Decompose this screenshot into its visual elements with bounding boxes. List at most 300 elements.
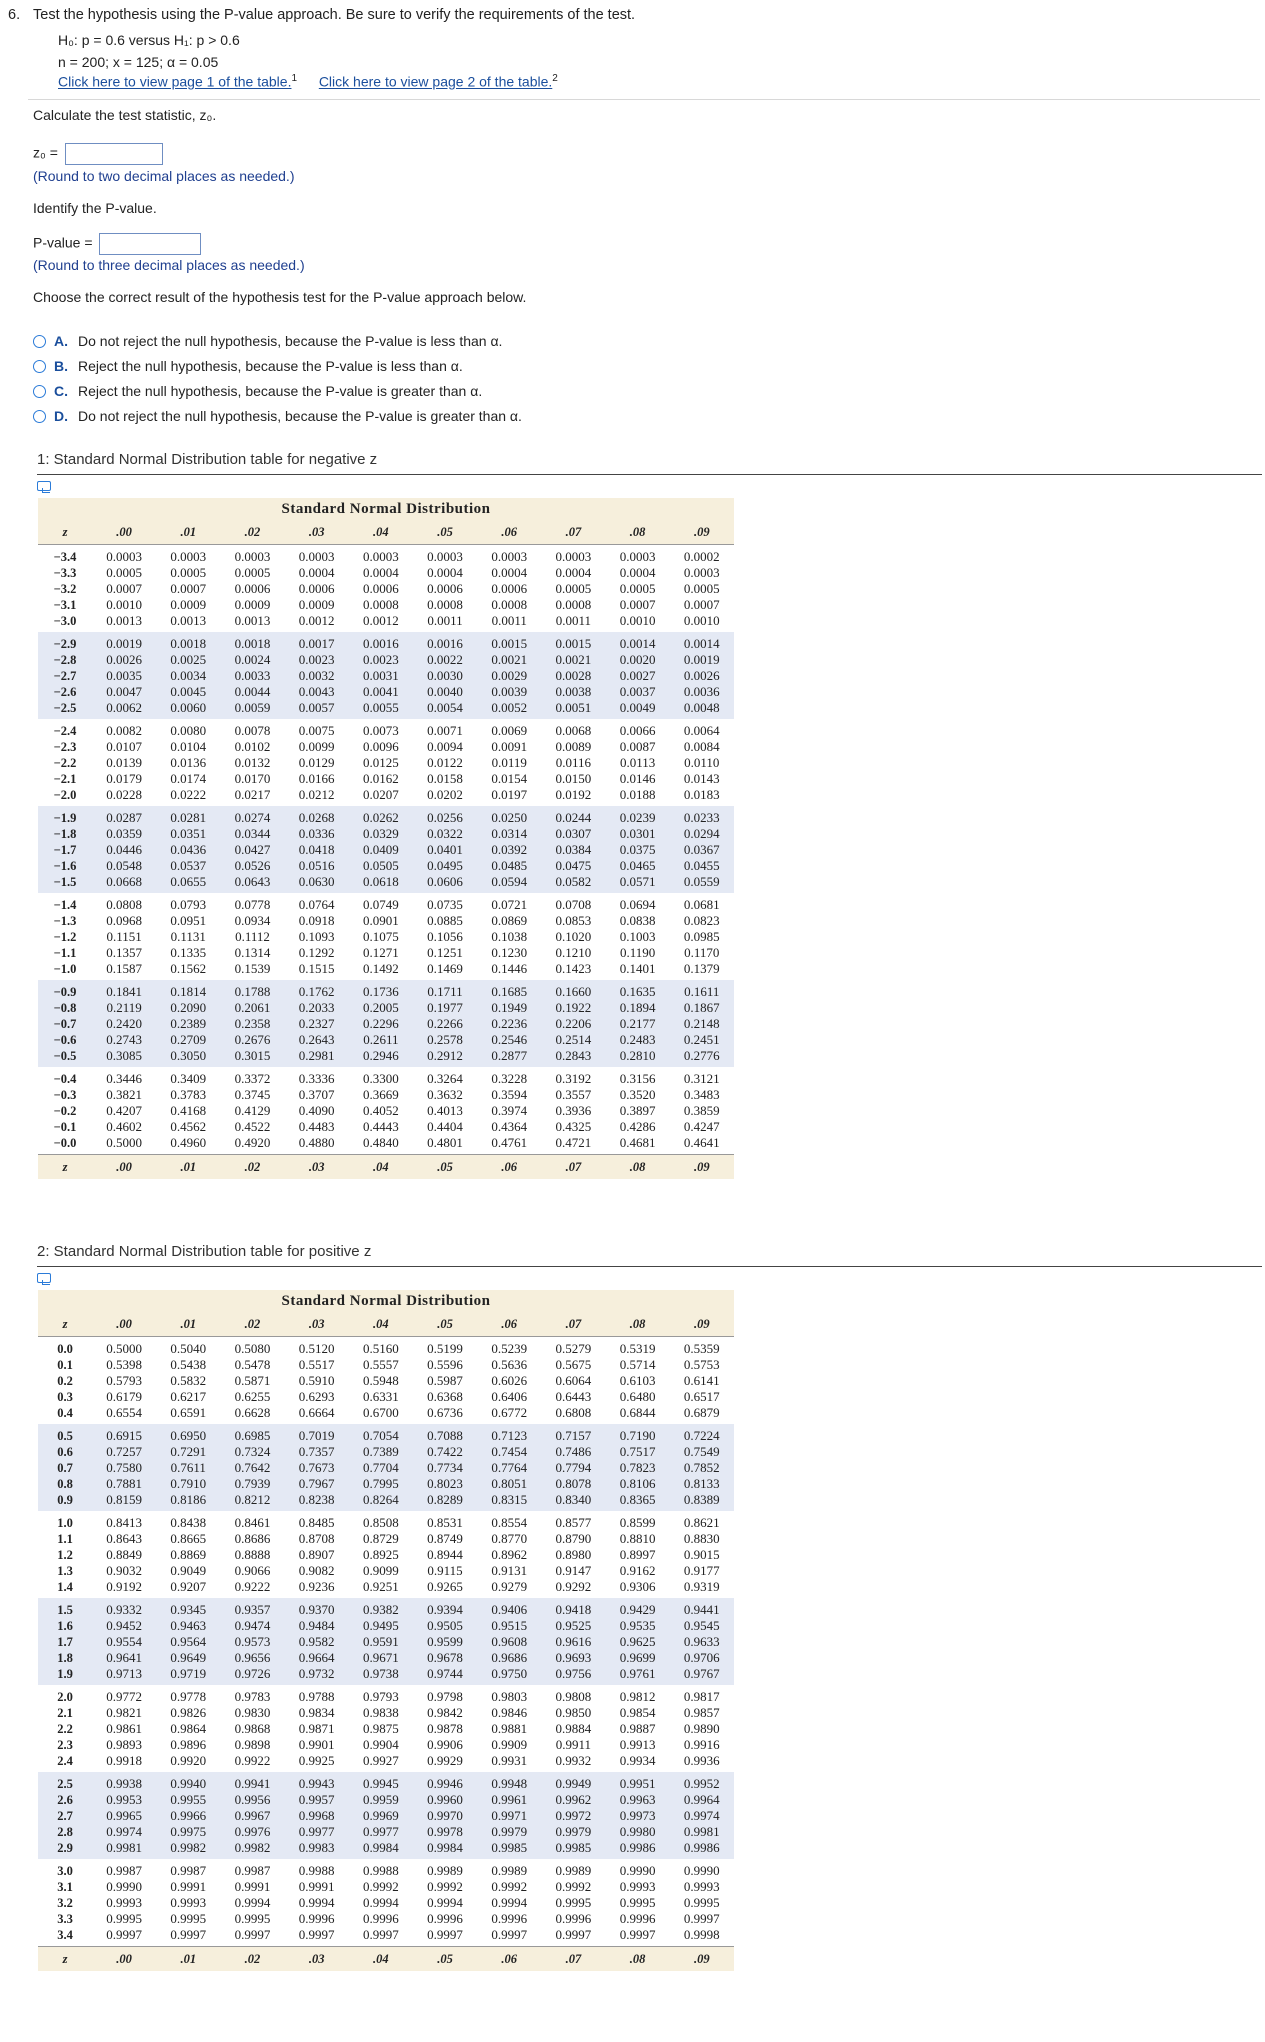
pos-z-header-row: [38, 1312, 734, 1337]
table-cell: 0.5596: [427, 1357, 463, 1372]
z-value: −2.9: [53, 637, 77, 651]
table-cell: 0.8238: [298, 1492, 335, 1507]
z-value: −2.5: [53, 701, 77, 715]
table-cell: 0.5199: [427, 1341, 463, 1356]
table-cell: 0.0068: [555, 723, 592, 738]
table-cell: 0.0007: [683, 597, 720, 612]
table-cell: 0.9987: [170, 1863, 207, 1878]
z-value: −0.2: [53, 1104, 77, 1118]
table-cell: 0.9991: [234, 1879, 271, 1894]
table-row: [38, 842, 734, 858]
table-row: [38, 1048, 734, 1064]
table-cell: 0.9177: [683, 1563, 720, 1578]
table-cell: 0.0436: [170, 842, 207, 857]
table-cell: 0.0548: [106, 858, 142, 873]
row-group: [38, 632, 734, 719]
table-cell: 0.0040: [427, 684, 463, 699]
table-cell: 0.1075: [362, 929, 399, 944]
z-value: 2.4: [57, 1754, 73, 1768]
z-value: −1.7: [53, 843, 77, 857]
table-cell: 0.8438: [170, 1515, 207, 1530]
table-cell: 0.9896: [170, 1737, 207, 1752]
table-cell: 0.9985: [555, 1840, 592, 1855]
table-cell: 0.9726: [234, 1666, 271, 1681]
table-cell: 0.0281: [170, 810, 207, 825]
table-cell: 0.0351: [170, 826, 207, 841]
table-cell: 0.1210: [555, 945, 592, 960]
table-cell: 0.9968: [298, 1808, 335, 1823]
table2-popout-icon[interactable]: [37, 1273, 51, 1283]
table-cell: 0.9871: [298, 1721, 335, 1736]
table-cell: 0.0060: [170, 700, 207, 715]
table-cell: 0.0136: [170, 755, 207, 770]
z-value: 0.2: [57, 1374, 73, 1388]
table-row: [38, 1563, 734, 1579]
z-value: 0.0: [57, 1342, 73, 1356]
table-cell: 0.2358: [234, 1016, 271, 1031]
table-cell: 0.9279: [491, 1579, 528, 1594]
table-cell: 0.9962: [555, 1792, 592, 1807]
table-cell: 0.6217: [170, 1389, 207, 1404]
table-cell: 0.9932: [555, 1753, 592, 1768]
table-cell: 0.9990: [619, 1863, 656, 1878]
table-cell: 0.0132: [234, 755, 271, 770]
table-row: [38, 1000, 734, 1016]
table-cell: 0.3121: [683, 1071, 720, 1086]
z-value: −3.3: [53, 566, 77, 580]
table-cell: 0.3336: [298, 1071, 335, 1086]
option-d[interactable]: [33, 408, 522, 424]
table-cell: 0.0228: [106, 787, 142, 802]
table-cell: 0.5398: [106, 1357, 142, 1372]
table-row: [38, 565, 734, 581]
option-c-radio[interactable]: [33, 385, 46, 398]
table-cell: 0.0202: [427, 787, 463, 802]
table1-section-title: 1: Standard Normal Distribution table for negative z: [37, 451, 378, 468]
table-cell: 0.8485: [298, 1515, 335, 1530]
table-cell: 0.6628: [234, 1405, 271, 1420]
table-cell: 0.3821: [106, 1087, 142, 1102]
table-cell: 0.4247: [683, 1119, 720, 1134]
table-cell: 0.4562: [170, 1119, 207, 1134]
table-cell: 0.9686: [491, 1650, 528, 1665]
table-cell: 0.5239: [491, 1341, 528, 1356]
z-value: 2.3: [57, 1738, 73, 1752]
table-cell: 0.4522: [234, 1119, 271, 1134]
table-row: [38, 826, 734, 842]
table-cell: 0.9965: [106, 1808, 142, 1823]
table-cell: 0.0075: [298, 723, 335, 738]
table-cell: 0.0655: [170, 874, 207, 889]
table-cell: 0.4013: [427, 1103, 463, 1118]
table-page-1-link[interactable]: Click here to view page 1 of the table.: [58, 73, 292, 90]
table-row: [38, 771, 734, 787]
table-cell: 0.4129: [234, 1103, 271, 1118]
table-cell: 0.9049: [170, 1563, 207, 1578]
z-value: −1.3: [53, 914, 77, 928]
table-cell: 0.4681: [619, 1135, 656, 1150]
table-cell: 0.4880: [298, 1135, 335, 1150]
table-cell: 0.3669: [362, 1087, 399, 1102]
table-cell: 0.9994: [298, 1895, 335, 1910]
table-cell: 0.0212: [298, 787, 335, 802]
table-cell: 0.0233: [683, 810, 720, 825]
table-row: [38, 1492, 734, 1508]
table-cell: 0.2776: [683, 1048, 720, 1063]
table-cell: 0.3936: [555, 1103, 592, 1118]
table-cell: 0.0250: [491, 810, 528, 825]
table-cell: 0.9906: [427, 1737, 463, 1752]
table-row: [38, 1460, 734, 1476]
z-value: 3.2: [57, 1896, 73, 1910]
table-cell: 0.0014: [683, 636, 720, 651]
table-cell: 0.6026: [491, 1373, 528, 1388]
column-header: .01: [180, 1317, 197, 1331]
column-header: .00: [116, 1317, 132, 1331]
table-cell: 0.9854: [619, 1705, 656, 1720]
table-cell: 0.9850: [555, 1705, 592, 1720]
table-cell: 0.0057: [298, 700, 335, 715]
z0-label: z₀ =: [33, 144, 58, 161]
table-cell: 0.0038: [555, 684, 592, 699]
column-header: .08: [629, 1952, 646, 1966]
table-row: [38, 1602, 734, 1618]
table-cell: 0.9418: [555, 1602, 592, 1617]
z-value: −0.4: [53, 1072, 77, 1086]
table-row: [38, 1476, 734, 1492]
table-row: [38, 549, 734, 565]
table-cell: 0.5279: [555, 1341, 592, 1356]
table-cell: 0.9984: [362, 1840, 399, 1855]
table-cell: 0.0082: [106, 723, 142, 738]
table-row: [38, 874, 734, 890]
table-cell: 0.3409: [170, 1071, 207, 1086]
z-value: −3.0: [53, 614, 77, 628]
table-cell: 0.7157: [555, 1428, 592, 1443]
table-cell: 0.7995: [362, 1476, 399, 1491]
table-cell: 0.6772: [491, 1405, 528, 1420]
table-cell: 0.1736: [362, 984, 399, 999]
z-value: −1.6: [53, 859, 77, 873]
table-cell: 0.9864: [170, 1721, 207, 1736]
table-cell: 0.9977: [298, 1824, 335, 1839]
table-cell: 0.0375: [619, 842, 656, 857]
table-row: [38, 1618, 734, 1634]
table-cell: 0.9881: [491, 1721, 528, 1736]
table-row: [38, 700, 734, 716]
table-cell: 0.0020: [619, 652, 656, 667]
table-cell: 0.0322: [427, 826, 463, 841]
table-cell: 0.9976: [234, 1824, 271, 1839]
option-a-radio[interactable]: [33, 335, 46, 348]
column-header: .00: [116, 1160, 132, 1174]
table-cell: 0.9946: [427, 1776, 463, 1791]
table-cell: 0.3520: [619, 1087, 656, 1102]
column-header: .07: [565, 1160, 582, 1174]
table-cell: 0.9265: [427, 1579, 463, 1594]
table-cell: 0.0582: [555, 874, 592, 889]
table-cell: 0.2643: [298, 1032, 335, 1047]
table-cell: 0.8980: [555, 1547, 592, 1562]
table-cell: 0.9761: [619, 1666, 656, 1681]
z-value: 1.0: [57, 1516, 73, 1530]
table-cell: 0.9887: [619, 1721, 656, 1736]
table-cell: 0.7088: [427, 1428, 463, 1443]
table-cell: 0.7764: [491, 1460, 528, 1475]
option-c[interactable]: [33, 383, 482, 399]
table-cell: 0.9997: [362, 1927, 399, 1942]
table-cell: 0.2177: [619, 1016, 656, 1031]
table-cell: 0.0013: [234, 613, 271, 628]
table-cell: 0.5714: [619, 1357, 656, 1372]
table-cell: 0.0154: [491, 771, 528, 786]
table-cell: 0.9995: [106, 1911, 142, 1926]
table-cell: 0.9918: [106, 1753, 142, 1768]
table-cell: 0.0026: [106, 652, 142, 667]
table-cell: 0.0681: [683, 897, 720, 912]
table-cell: 0.0004: [491, 565, 528, 580]
table-cell: 0.0222: [170, 787, 207, 802]
pvalue-input[interactable]: [99, 233, 201, 255]
z-value: −3.2: [53, 582, 77, 596]
table-cell: 0.0066: [619, 723, 656, 738]
row-group: [38, 719, 734, 806]
table-cell: 0.9995: [170, 1911, 207, 1926]
table-cell: 0.9893: [106, 1737, 142, 1752]
table-cell: 0.2546: [491, 1032, 528, 1047]
table-row: [38, 668, 734, 684]
table-cell: 0.9909: [491, 1737, 528, 1752]
table-cell: 0.0003: [362, 549, 399, 564]
table-row: [38, 1879, 734, 1895]
table-cell: 0.0045: [170, 684, 207, 699]
table-cell: 0.0274: [234, 810, 271, 825]
row-group: [38, 806, 734, 893]
table-cell: 0.9972: [555, 1808, 592, 1823]
table-cell: 0.9941: [234, 1776, 271, 1791]
z-column-header: z: [62, 1317, 68, 1331]
table-cell: 0.9934: [619, 1753, 656, 1768]
table-row: [38, 1808, 734, 1824]
table-row: [38, 1737, 734, 1753]
table-cell: 0.1056: [427, 929, 463, 944]
table-cell: 0.0749: [362, 897, 399, 912]
table-cell: 0.5000: [106, 1341, 142, 1356]
table-cell: 0.0059: [234, 700, 271, 715]
column-header: .03: [308, 1160, 325, 1174]
table-cell: 0.1446: [491, 961, 528, 976]
table-row: [38, 961, 734, 977]
table-cell: 0.1814: [170, 984, 207, 999]
table-cell: 0.0409: [362, 842, 399, 857]
table-cell: 0.0009: [234, 597, 271, 612]
table-cell: 0.0301: [619, 826, 656, 841]
table-cell: 0.0014: [619, 636, 656, 651]
table-cell: 0.0010: [106, 597, 142, 612]
z0-input[interactable]: [65, 143, 163, 165]
table-cell: 0.0023: [362, 652, 399, 667]
table-cell: 0.1515: [298, 961, 335, 976]
table-row: [38, 1016, 734, 1032]
table-row: [38, 1119, 734, 1135]
neg-z-body: [38, 545, 734, 1154]
table-cell: 0.1093: [298, 929, 335, 944]
table-cell: 0.9898: [234, 1737, 271, 1752]
table-cell: 0.7794: [555, 1460, 592, 1475]
column-header: .04: [373, 1160, 389, 1174]
option-a[interactable]: [33, 333, 502, 349]
table-cell: 0.9955: [170, 1792, 207, 1807]
table-cell: 0.0021: [555, 652, 592, 667]
column-header: .01: [180, 1952, 197, 1966]
table-cell: 0.1151: [106, 929, 142, 944]
table-cell: 0.9960: [427, 1792, 463, 1807]
table-cell: 0.5675: [555, 1357, 592, 1372]
table-cell: 0.9699: [619, 1650, 656, 1665]
table-cell: 0.3783: [170, 1087, 207, 1102]
table-cell: 0.1894: [619, 1000, 656, 1015]
row-group: [38, 1067, 734, 1154]
table-cell: 0.0618: [362, 874, 399, 889]
table-cell: 0.3745: [234, 1087, 271, 1102]
z-value: −1.8: [53, 827, 77, 841]
table-cell: 0.9974: [106, 1824, 142, 1839]
table-cell: 0.9706: [683, 1650, 720, 1665]
column-header: .06: [501, 1317, 518, 1331]
table-cell: 0.0643: [234, 874, 271, 889]
z-value: 2.1: [57, 1706, 73, 1720]
table-cell: 0.0039: [491, 684, 528, 699]
column-header: .07: [565, 525, 582, 539]
table-cell: 0.0446: [106, 842, 142, 857]
table-cell: 0.0008: [362, 597, 399, 612]
table-cell: 0.9948: [491, 1776, 528, 1791]
table-cell: 0.0778: [234, 897, 271, 912]
table-cell: 0.0005: [619, 581, 656, 596]
table-cell: 0.0116: [555, 755, 592, 770]
table-cell: 0.9082: [298, 1563, 335, 1578]
table-cell: 0.7422: [427, 1444, 463, 1459]
z-value: 2.8: [57, 1825, 73, 1839]
table-cell: 0.9980: [619, 1824, 656, 1839]
table-cell: 0.8289: [427, 1492, 463, 1507]
z-value: 2.9: [57, 1841, 73, 1855]
table-cell: 0.1038: [491, 929, 528, 944]
table-cell: 0.3446: [106, 1071, 142, 1086]
z-value: 3.3: [57, 1912, 73, 1926]
table-cell: 0.0217: [234, 787, 271, 802]
table-cell: 0.8186: [170, 1492, 207, 1507]
table-row: [38, 810, 734, 826]
table-cell: 0.0571: [619, 874, 656, 889]
table-cell: 0.8159: [106, 1492, 142, 1507]
table-cell: 0.9452: [106, 1618, 142, 1633]
table-cell: 0.9370: [298, 1602, 335, 1617]
table-cell: 0.0012: [362, 613, 399, 628]
neg-z-footer-row: [38, 1154, 734, 1179]
table-cell: 0.1190: [619, 945, 656, 960]
table-cell: 0.9525: [555, 1618, 592, 1633]
neg-z-header-row: [38, 520, 734, 545]
table-cell: 0.7939: [234, 1476, 271, 1491]
table-row: [38, 929, 734, 945]
option-a-letter: A.: [54, 333, 68, 349]
table-cell: 0.0003: [170, 549, 207, 564]
table-cell: 0.9591: [362, 1634, 399, 1649]
table-cell: 0.9988: [362, 1863, 399, 1878]
table-cell: 0.0016: [427, 636, 463, 651]
table-cell: 0.9989: [555, 1863, 592, 1878]
table-row: [38, 1515, 734, 1531]
footnote-1: 1: [291, 73, 298, 84]
table-cell: 0.0314: [491, 826, 528, 841]
table-cell: 0.8810: [619, 1531, 656, 1546]
table-cell: 0.2611: [363, 1032, 399, 1047]
pvalue-label: P-value =: [33, 234, 93, 251]
table1-popout-icon[interactable]: [37, 481, 51, 491]
column-header: .04: [373, 1317, 389, 1331]
z-value: −1.9: [53, 811, 77, 825]
table-row: [38, 787, 734, 803]
table-cell: 0.9952: [683, 1776, 720, 1791]
table-cell: 0.8413: [106, 1515, 142, 1530]
z-value: 0.9: [57, 1493, 73, 1507]
table-cell: 0.9997: [555, 1927, 592, 1942]
table-cell: 0.0003: [555, 549, 592, 564]
z-value: −0.6: [53, 1033, 77, 1047]
table-cell: 0.0003: [491, 549, 528, 564]
table-cell: 0.8212: [234, 1492, 271, 1507]
column-header: .08: [629, 1160, 646, 1174]
table-cell: 0.9994: [234, 1895, 271, 1910]
table-cell: 0.0051: [555, 700, 592, 715]
table-row: [38, 858, 734, 874]
table-cell: 0.0004: [619, 565, 656, 580]
table-cell: 0.6406: [491, 1389, 528, 1404]
table-cell: 0.9951: [619, 1776, 656, 1791]
pvalue-hint: (Round to three decimal places as needed.): [33, 257, 305, 273]
row-group: [38, 1859, 734, 1946]
table-cell: 0.6879: [683, 1405, 720, 1420]
table-cell: 0.6103: [619, 1373, 656, 1388]
table-cell: 0.8643: [106, 1531, 142, 1546]
table-cell: 0.1271: [362, 945, 399, 960]
table-cell: 0.6293: [298, 1389, 335, 1404]
z-value: 1.1: [57, 1532, 73, 1546]
table-row: [38, 1792, 734, 1808]
table-page-2-link[interactable]: Click here to view page 2 of the table.: [318, 73, 553, 90]
option-b-radio[interactable]: [33, 360, 46, 373]
table-cell: 0.9986: [683, 1840, 720, 1855]
table-cell: 0.0035: [106, 668, 142, 683]
table-cell: 0.9345: [170, 1602, 207, 1617]
table-cell: 0.0029: [491, 668, 528, 683]
table-cell: 0.1251: [427, 945, 463, 960]
z-value: −2.2: [53, 756, 77, 770]
table-cell: 0.9778: [170, 1689, 207, 1704]
column-header: .00: [116, 1952, 132, 1966]
table-cell: 0.0091: [491, 739, 528, 754]
table-cell: 0.2296: [362, 1016, 399, 1031]
z-value: 0.5: [57, 1429, 73, 1443]
option-d-radio[interactable]: [33, 410, 46, 423]
table-cell: 0.3050: [170, 1048, 207, 1063]
table-cell: 0.9974: [683, 1808, 720, 1823]
row-group: [38, 1685, 734, 1772]
table-row: [38, 1579, 734, 1595]
option-b[interactable]: [33, 358, 463, 374]
table-cell: 0.3192: [555, 1071, 592, 1086]
